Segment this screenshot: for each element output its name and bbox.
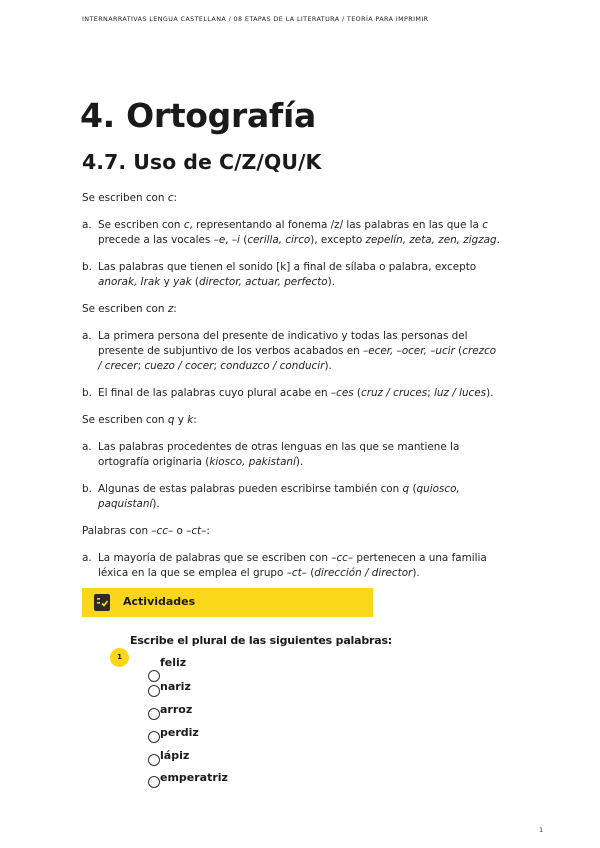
list-marker: a. xyxy=(82,552,92,564)
rule-c-a: a. Se escriben con c, representando al fonema /z/ las palabras en las que la c precede a las vocales –e, –i (cerilla, circo), excepto zepelín, zeta, zen, zigzag. xyxy=(82,219,500,246)
rule-qk-a: a. Las palabras procedentes de otras lenguas en las que se mantiene la ortografía originaria (kiosco, pakistaní). xyxy=(82,441,460,468)
section-title: 4.7. Uso de C/Z/QU/K xyxy=(82,150,322,174)
word-item: arroz xyxy=(160,703,193,716)
activities-label: Actividades xyxy=(123,595,196,608)
answer-radio[interactable] xyxy=(148,731,160,743)
answer-radio[interactable] xyxy=(148,708,160,720)
intro-c: Se escriben con c: xyxy=(82,192,178,204)
answer-radio[interactable] xyxy=(148,754,160,766)
answer-radio[interactable] xyxy=(148,776,160,788)
answer-radio[interactable] xyxy=(148,685,160,697)
list-marker: b. xyxy=(82,483,92,495)
intro-z: Se escriben con z: xyxy=(82,303,177,315)
list-marker: a. xyxy=(82,219,92,231)
activities-banner xyxy=(82,588,373,617)
word-item: feliz xyxy=(160,656,187,669)
rule-qk-b: b. Algunas de estas palabras pueden escribirse también con q (quiosco, paquistaní). xyxy=(82,483,460,510)
list-marker: a. xyxy=(82,441,92,453)
exercise-title: Escribe el plural de las siguientes palabras: xyxy=(130,634,392,647)
answer-radio[interactable] xyxy=(148,670,160,682)
theory-body xyxy=(82,191,502,593)
intro-qk: Se escriben con q y k: xyxy=(82,414,197,426)
word-item: nariz xyxy=(160,680,191,693)
word-item: lápiz xyxy=(160,749,190,762)
page-title: 4. Ortografía xyxy=(80,96,316,135)
checklist-icon xyxy=(94,594,110,611)
word-item: emperatriz xyxy=(160,771,228,784)
exercise-number-badge: 1 xyxy=(110,648,129,667)
intro-cc: Palabras con –cc– o –ct–: xyxy=(82,525,210,537)
list-marker: b. xyxy=(82,387,92,399)
page-number: 1 xyxy=(539,826,544,834)
list-marker: a. xyxy=(82,330,92,342)
word-item: perdiz xyxy=(160,726,199,739)
rule-z-b: b. El final de las palabras cuyo plural acabe en –ces (cruz / cruces; luz / luces). xyxy=(82,387,494,399)
running-header: INTERNARRATIVAS LENGUA CASTELLANA / 08 ETAPAS DE LA LITERATURA / TEORÍA PARA IMPRIMIR xyxy=(82,15,429,23)
rule-c-b: b. Las palabras que tienen el sonido [k] a final de sílaba o palabra, excepto anorak, Irak y yak (director, actuar, perfecto). xyxy=(82,261,477,288)
list-marker: b. xyxy=(82,261,92,273)
rule-cc-a: a. La mayoría de palabras que se escriben con –cc– pertenecen a una familia léxica en la que se emplea el grupo –ct– (dirección / director). xyxy=(82,552,487,579)
rule-z-a: a. La primera persona del presente de indicativo y todas las personas del presente de subjuntivo de los verbos acabados en –ecer, –ocer, –ucir (crezco / crecer; cuezo / cocer; conduzco / conducir). xyxy=(82,330,497,372)
